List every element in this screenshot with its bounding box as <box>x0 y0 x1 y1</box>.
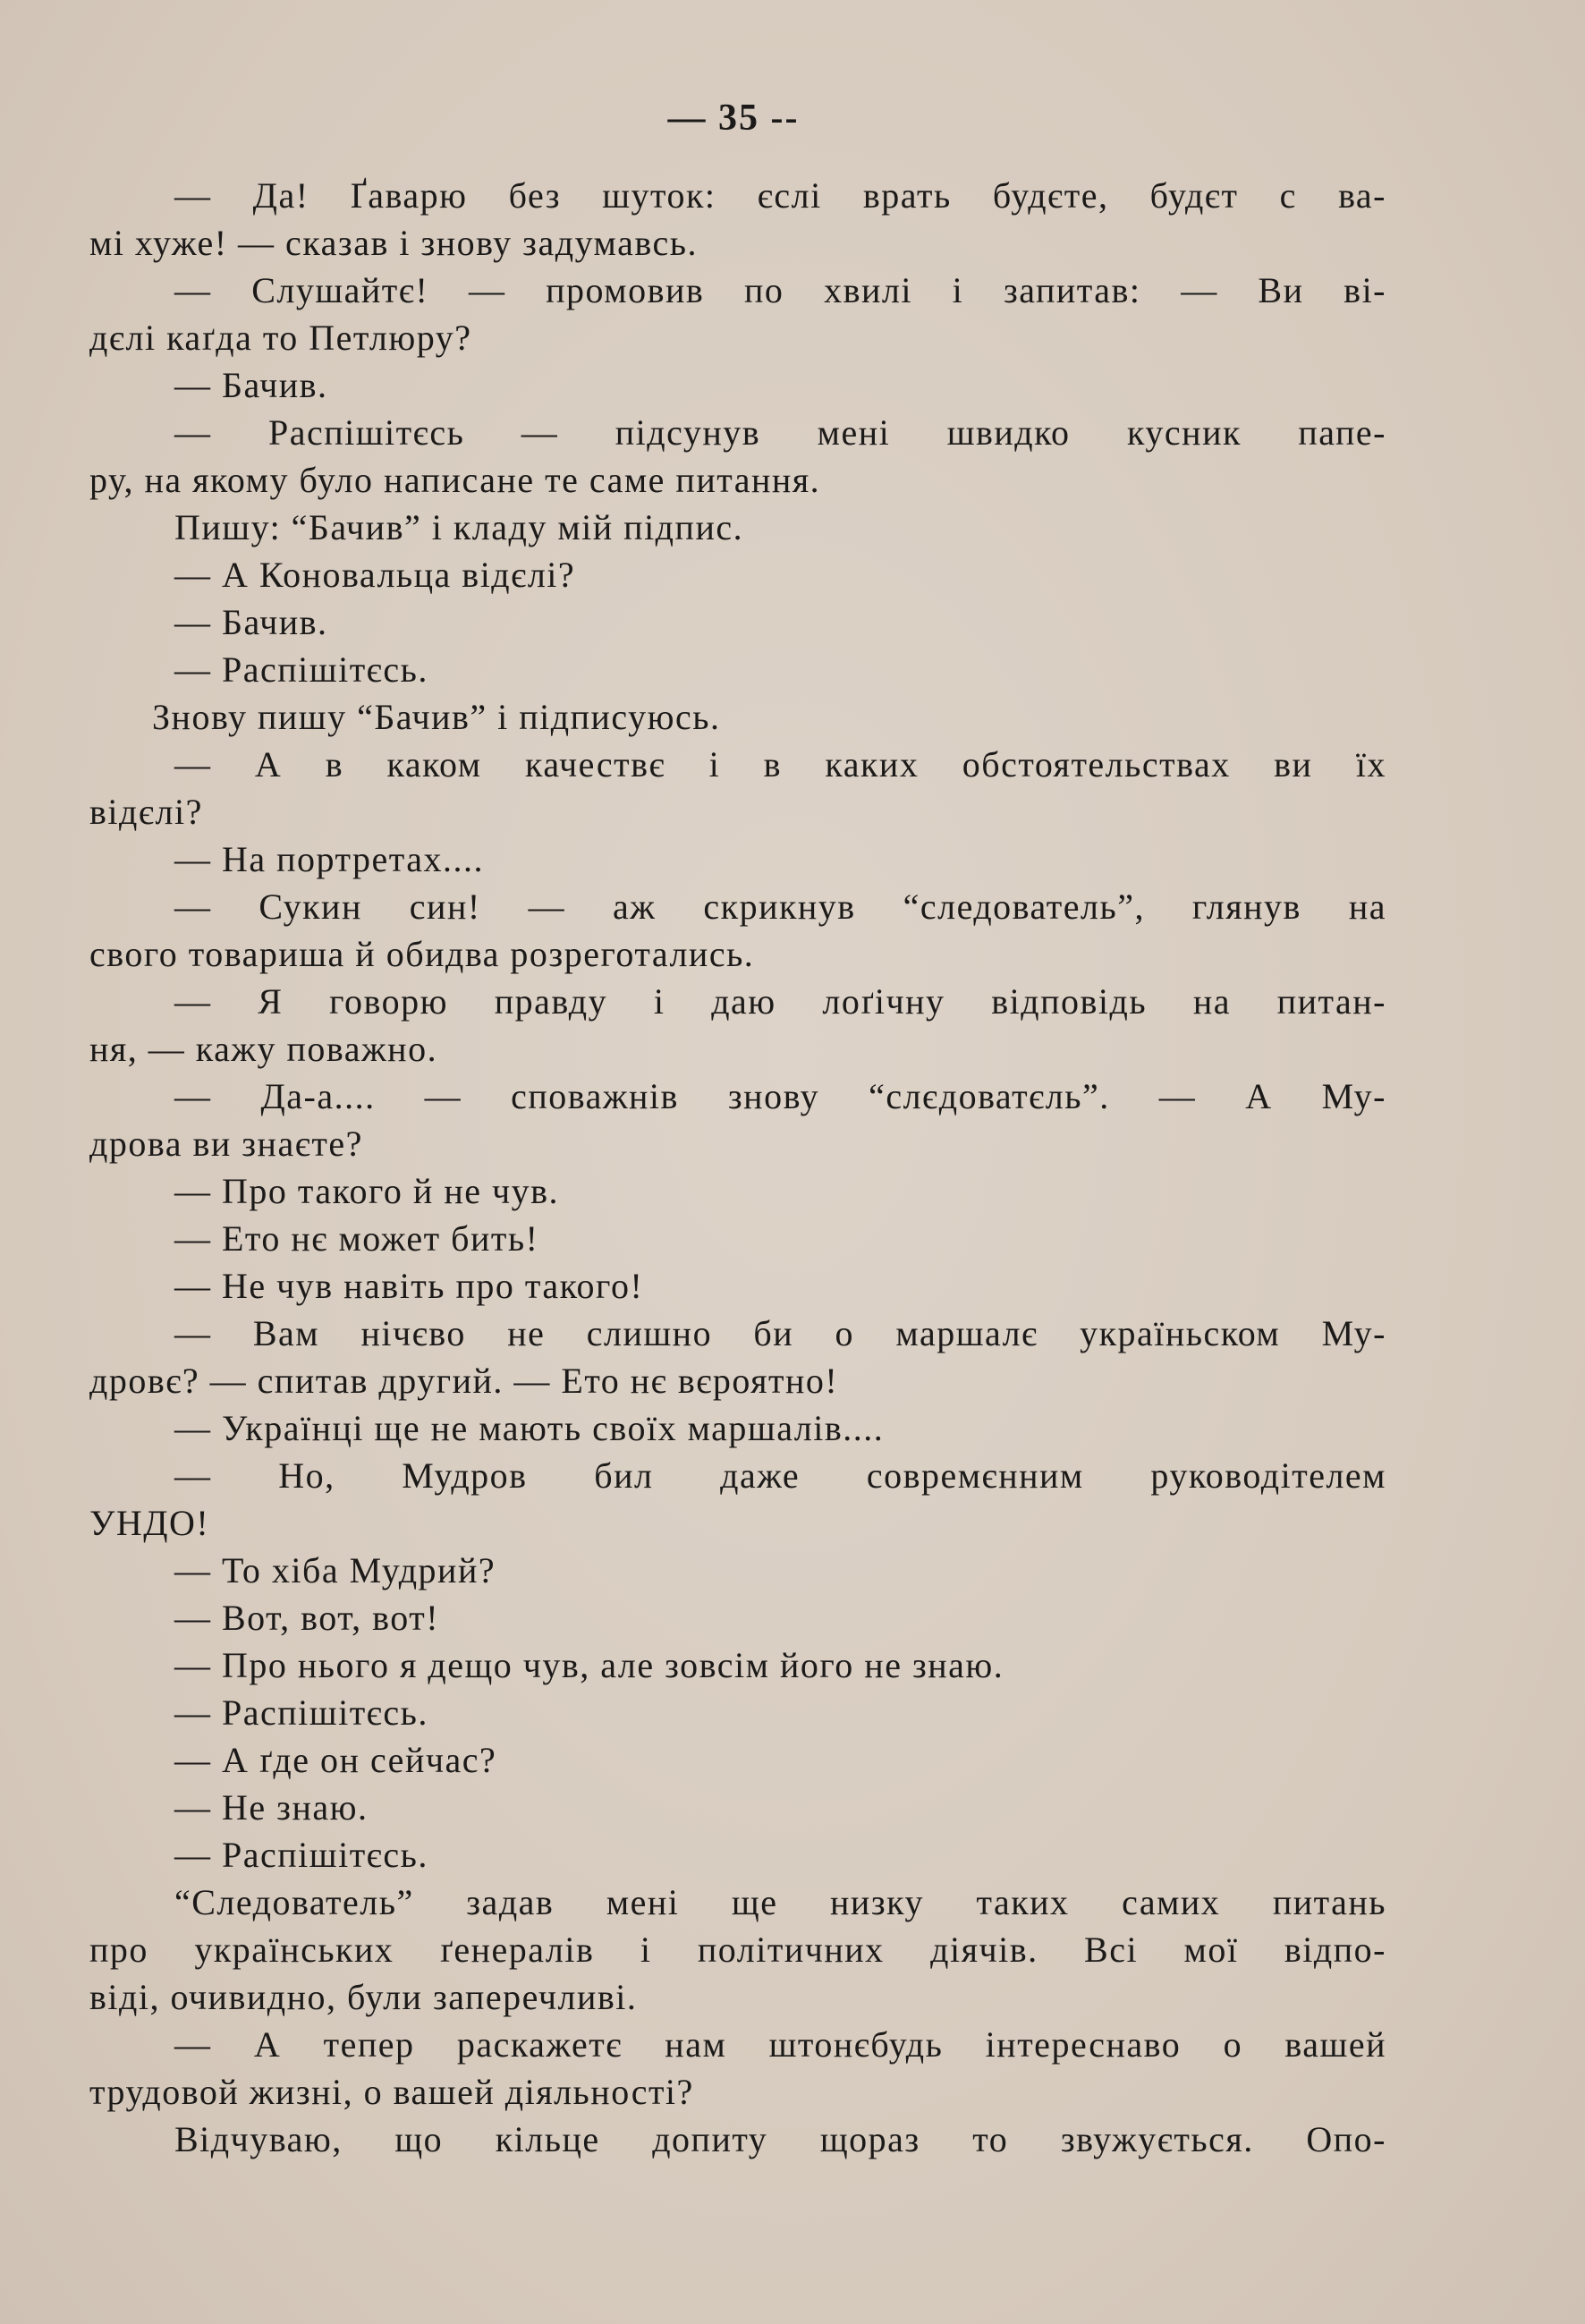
text-line: УНДО! <box>89 1503 210 1543</box>
text-line: — Я говорю правду і даю лоґічну відповідь на питан- <box>174 981 1386 1022</box>
page-number: — 35 -- <box>667 98 800 139</box>
body-text <box>89 172 1386 2163</box>
text-line: Пишу: “Бачив” і кладу мій підпис. <box>174 507 744 547</box>
text-line: — Не чув навіть про такого! <box>174 1266 644 1306</box>
text-line: — Да! Ґаварю без шуток: єслі врать будєте, будєт с ва- <box>174 175 1386 216</box>
text-line: — Бачив. <box>174 365 328 405</box>
text-line: відєлі? <box>89 792 203 832</box>
text-line: — Вам нічєво не слишно би о маршалє украïньском Му- <box>174 1313 1386 1353</box>
text-line: дровє? — спитав другий. — Ето нє вєроятно! <box>89 1361 839 1401</box>
text-line: — Сукин син! — аж скрикнув “следователь”, глянув на <box>174 886 1386 927</box>
text-line: мі хуже! — сказав і знову задумавсь. <box>89 223 698 263</box>
text-line: дрова ви знаєте? <box>89 1124 363 1164</box>
text-line: — Да-а.... — споважнів знову “слєдоватєль”. — А Му- <box>174 1076 1386 1116</box>
text-line: свого товариша й обидва розреготались. <box>89 934 755 974</box>
text-line: ру, на якому було написане те саме питання. <box>89 460 821 500</box>
text-line: — Распішітєсь. <box>174 649 428 690</box>
text-line: про українських ґенералів і політичних діячів. Всі мої відпо- <box>89 1930 1386 1970</box>
text-line: Знову пишу “Бачив” і підписуюсь. <box>152 697 721 737</box>
text-line: — Ето нє может бить! <box>174 1218 539 1259</box>
text-line: “Следователь” задав мені ще низку таких самих питань <box>174 1882 1386 1922</box>
text-line: — То хіба Мудрий? <box>174 1550 496 1590</box>
text-line: Відчуваю, що кільце допиту щораз то звужується. Опо- <box>174 2119 1386 2159</box>
text-line: — А Коновальца відєлі? <box>174 555 576 595</box>
text-line: ня, — кажу поважно. <box>89 1029 438 1069</box>
text-line: — Вот, вот, вот! <box>174 1598 440 1638</box>
text-line: — Про такого й не чув. <box>174 1171 559 1211</box>
text-line: — А в каком качествє і в каких обстоятельствах ви їх <box>174 744 1386 785</box>
text-line: дєлі каґда то Петлюру? <box>89 318 472 358</box>
text-line: — Про нього я дещо чув, але зовсім його не знаю. <box>174 1645 1004 1685</box>
text-line: — А тепер раскажетє нам штонєбудь інтереснаво о вашей <box>174 2024 1386 2065</box>
text-line: — Распішітєсь. <box>174 1692 428 1733</box>
text-line: — Бачив. <box>174 602 328 642</box>
text-line: віді, очивидно, були заперечливі. <box>89 1977 638 2017</box>
text-line: — Но, Мудров бил даже совремєнним руководітелем <box>174 1455 1386 1496</box>
text-line: трудовой жизні, о вашей діяльності? <box>89 2072 694 2112</box>
text-line: — На портретах.... <box>174 839 484 879</box>
text-line: — Слушайтє! — промовив по хвилі і запитав: — Ви ві- <box>174 270 1386 310</box>
text-line: — Распішітєсь — підсунув мені швидко кусник папе- <box>174 412 1386 453</box>
text-line: — Не знаю. <box>174 1787 369 1828</box>
text-line: — А ґде он сейчас? <box>174 1740 497 1780</box>
text-line: — Распішітєсь. <box>174 1835 428 1875</box>
text-line: — Українці ще не мають своїх маршалів.... <box>174 1408 885 1448</box>
